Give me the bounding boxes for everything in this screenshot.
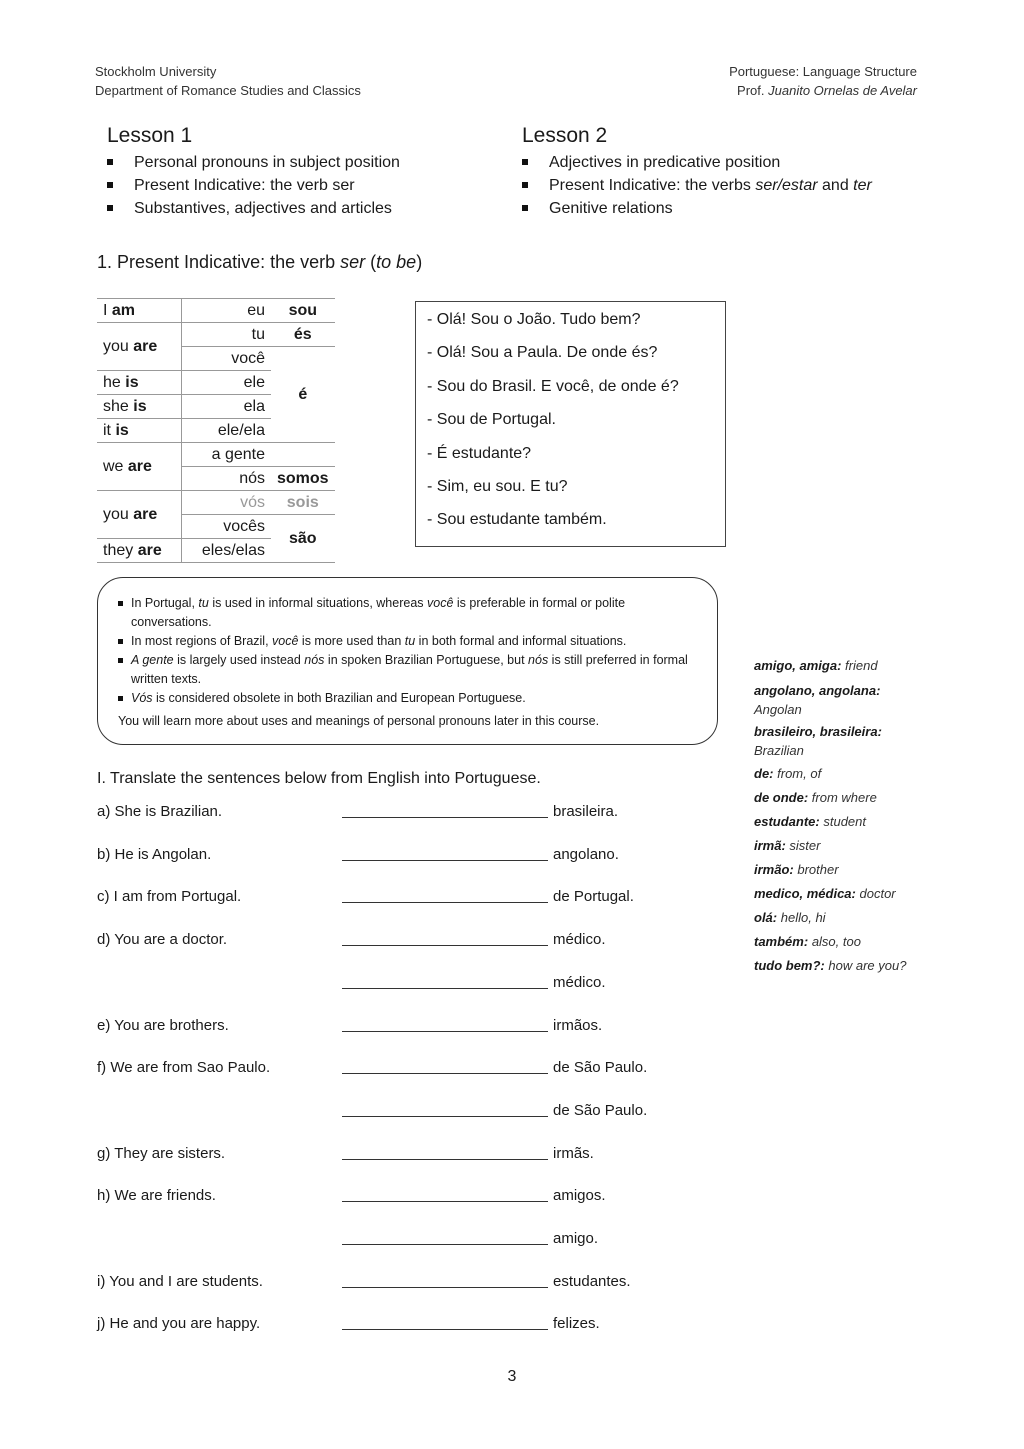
dialogue-line: - Sou do Brasil. E você, de onde é? [427,377,679,395]
glossary-entry: irmã: sister [754,838,821,853]
glossary-entry: estudante: student [754,814,867,829]
verb-form: sois [271,491,335,515]
glossary-entry: olá: hello, hi [754,910,826,925]
exercise-row [97,1187,697,1209]
glossary-entry: brasileiro, brasileira: Brazilian [754,724,882,758]
answer-blank[interactable] [342,1116,548,1117]
answer-blank[interactable] [342,988,548,989]
answer-blank[interactable] [342,1159,548,1160]
answer-blank[interactable] [342,1031,548,1032]
answer-blank[interactable] [342,817,548,818]
glossary-entry: angolano, angolana: Angolan [754,683,881,717]
glossary [754,654,929,978]
portuguese-pronoun: a gente [182,443,272,467]
exercise-completion: de Portugal. [553,888,634,906]
page-number: 3 [507,1368,517,1385]
exercise-row [97,1017,697,1039]
portuguese-pronoun: ele/ela [182,419,272,443]
verb-form: é [298,385,308,403]
lesson1-topic: Substantives, adjectives and articles [107,197,507,220]
lesson1-topic: Personal pronouns in subject position [107,151,507,174]
university-name: Stockholm University [95,64,217,79]
verb-form-empty [271,443,335,467]
verb-form: és [271,323,335,347]
exercise-prompt: i) You and I are students. [97,1272,263,1290]
answer-blank[interactable] [342,1073,548,1074]
answer-blank[interactable] [342,945,548,946]
exercise-row [97,931,697,953]
exercise-prompt: f) We are from Sao Paulo. [97,1059,271,1077]
verb-form: são [271,515,335,563]
lesson1-title: Lesson 1 [107,124,193,147]
lesson2-topic: Adjectives in predicative position [522,151,942,174]
portuguese-pronoun: você [182,347,272,371]
usage-notes-list [118,594,697,708]
english-pronoun: you are [97,491,182,539]
lesson1-block [107,124,507,220]
english-pronoun: he is [97,371,182,395]
exercise-completion: felizes. [553,1315,600,1333]
dialogue-line: - Sou de Portugal. [427,411,556,429]
exercise-row [97,1102,697,1124]
glossary-entry: irmão: brother [754,862,839,877]
answer-blank[interactable] [342,902,548,903]
answer-blank[interactable] [342,1201,548,1202]
portuguese-pronoun: tu [182,323,272,347]
lesson2-topics [522,151,942,220]
exercise-completion: estudantes. [553,1272,631,1290]
exercise-row [97,974,697,996]
dialogue-line: - Sou estudante também. [427,511,607,529]
conjugation-table [97,298,335,563]
usage-notes-box [97,577,718,745]
glossary-entry: de onde: from where [754,790,877,805]
usage-notes-closing: You will learn more about uses and meanings of personal pronouns later in this course. [118,714,600,728]
english-pronoun: they are [97,539,182,563]
exercise-row [97,1273,697,1295]
answer-blank[interactable] [342,1244,548,1245]
answer-blank[interactable] [342,860,548,861]
exercise-prompt: c) I am from Portugal. [97,888,242,906]
glossary-entry: medico, médica: doctor [754,886,896,901]
portuguese-pronoun: eles/elas [182,539,272,563]
exercise-prompt: e) You are brothers. [97,1016,229,1034]
lesson2-topic: Genitive relations [522,197,942,220]
exercise-prompt: j) He and you are happy. [97,1315,261,1333]
professor-name: Prof. Juanito Ornelas de Avelar [737,83,917,98]
exercise-completion: irmãs. [553,1144,594,1162]
portuguese-pronoun: ele [182,371,272,395]
usage-note: A gente is largely used instead nós in spoken Brazilian Portuguese, but nós is still preferred in formal written texts. [118,651,697,689]
exercise-completion: médico. [553,931,606,949]
answer-blank[interactable] [342,1329,548,1330]
exercise-row [97,1230,697,1252]
exercise-row [97,1059,697,1081]
exercise-prompt: g) They are sisters. [97,1144,226,1162]
usage-note: In Portugal, tu is used in informal situations, whereas você is preferable in formal or polite conversations. [118,594,697,632]
section-title: 1. Present Indicative: the verb ser (to be) [97,252,423,272]
exercise-prompt: h) We are friends. [97,1187,216,1205]
portuguese-pronoun: ela [182,395,272,419]
usage-note: In most regions of Brazil, você is more used than tu in both formal and informal situations. [118,632,697,651]
dialogue-line: - É estudante? [427,444,532,462]
dialogue-line: - Olá! Sou a Paula. De onde és? [427,344,658,362]
english-pronoun: we are [97,443,182,491]
exercise-completion: amigo. [553,1230,599,1247]
glossary-entry: de: from, of [754,766,822,781]
portuguese-pronoun: eu [182,299,272,323]
exercise-row [97,803,697,825]
english-pronoun: you are [97,323,182,371]
portuguese-pronoun: vocês [182,515,272,539]
exercise-completion: irmãos. [553,1016,603,1034]
exercise-row [97,888,697,910]
lesson2-block [522,124,942,220]
exercise-completion: de São Paulo. [553,1059,648,1077]
dialogue-line: - Olá! Sou o João. Tudo bem? [427,311,641,328]
english-pronoun: she is [97,395,182,419]
lesson1-topic: Present Indicative: the verb ser [107,174,507,197]
dialogue-line: - Sim, eu sou. E tu? [427,477,568,495]
glossary-entry: amigo, amiga: friend [754,658,878,673]
exercise-completion: brasileira. [553,803,619,820]
lesson2-title: Lesson 2 [522,124,608,147]
portuguese-pronoun: vós [182,491,272,515]
department-name: Department of Romance Studies and Classics [95,83,361,98]
exercise-row [97,846,697,868]
lesson1-topics [107,151,507,220]
header-left [95,62,361,100]
exercise-prompt: b) He is Angolan. [97,845,212,863]
glossary-entry: tudo bem?: how are you? [754,958,907,973]
answer-blank[interactable] [342,1287,548,1288]
glossary-entry: também: also, too [754,934,861,949]
course-name: Portuguese: Language Structure [729,64,917,79]
dialogue-box [415,301,726,547]
exercise-row [97,1145,697,1167]
english-pronoun: it is [97,419,182,443]
exercise-title: I. Translate the sentences below from English into Portuguese. [97,770,541,787]
exercise-prompt: a) She is Brazilian. [97,803,223,820]
lesson2-topic: Present Indicative: the verbs ser/estar and ter [522,174,942,197]
verb-form: somos [271,467,335,491]
exercise-completion: amigos. [553,1187,606,1205]
exercise-completion: angolano. [553,845,619,863]
usage-note: Vós is considered obsolete in both Brazilian and European Portuguese. [118,689,697,708]
exercise-prompt: d) You are a doctor. [97,931,228,949]
exercise-completion: médico. [553,973,606,991]
exercise-row [97,1315,697,1337]
portuguese-pronoun: nós [182,467,272,491]
verb-form: sou [271,299,335,323]
exercise-completion: de São Paulo. [553,1101,648,1119]
english-pronoun: I am [97,299,182,323]
header-right [729,62,917,100]
